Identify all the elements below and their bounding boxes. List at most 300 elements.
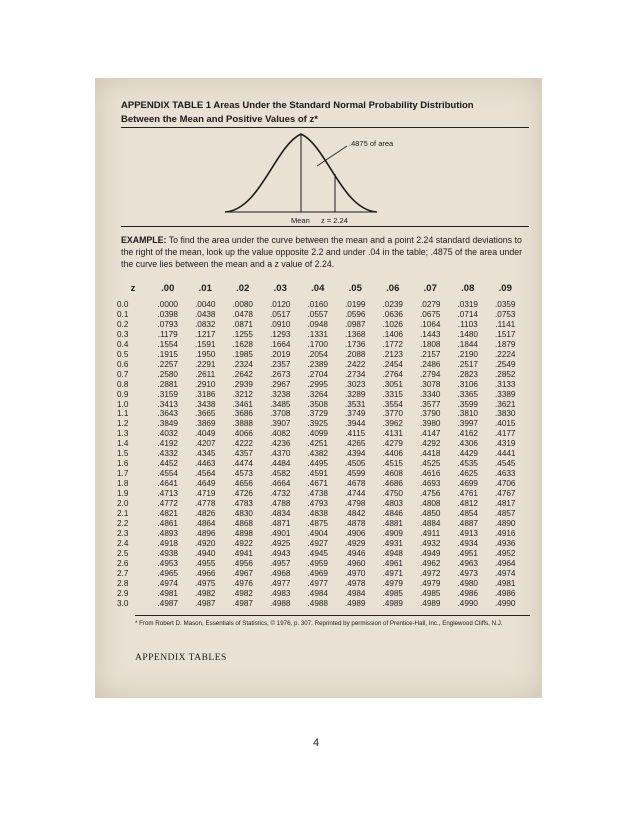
- table-row: [117, 489, 524, 499]
- area-cell: .1985: [232, 349, 253, 359]
- area-cell: .1736: [345, 339, 366, 349]
- area-cell: .4671: [307, 479, 328, 489]
- z-value-cell: 0.0: [117, 300, 129, 309]
- table-row: [117, 340, 524, 350]
- area-cell: .3907: [270, 419, 291, 429]
- area-cell: .3264: [307, 389, 328, 399]
- area-cell: .4989: [382, 598, 403, 608]
- area-cell: .1179: [157, 329, 178, 339]
- table-row: [117, 539, 524, 549]
- area-cell: .0517: [270, 309, 291, 319]
- area-cell: .4978: [345, 578, 366, 588]
- table-row: [117, 419, 524, 429]
- area-cell: .3023: [345, 379, 366, 389]
- area-cell: .4987: [195, 598, 216, 608]
- area-cell: .4599: [345, 469, 366, 479]
- area-cell: .4495: [307, 459, 328, 469]
- area-cell: .2357: [270, 359, 291, 369]
- area-cell: .4938: [157, 548, 178, 558]
- area-cell: .2454: [382, 359, 403, 369]
- table-row: [117, 400, 524, 410]
- area-cell: .0000: [157, 300, 178, 309]
- area-cell: .4887: [457, 518, 478, 528]
- area-cell: .0714: [457, 309, 478, 319]
- area-cell: .2764: [382, 369, 403, 379]
- area-cell: .2673: [270, 369, 291, 379]
- area-cell: .4370: [270, 449, 291, 459]
- z-value-cell: 0.5: [117, 349, 129, 359]
- area-cell: .4953: [157, 558, 178, 568]
- area-cell: .4616: [420, 469, 441, 479]
- area-cell: .3577: [420, 399, 441, 409]
- area-cell: .2704: [307, 369, 328, 379]
- table-row: [117, 559, 524, 569]
- column-header: .06: [386, 283, 400, 294]
- table-row: [117, 380, 524, 390]
- area-cell: .4906: [345, 528, 366, 538]
- area-cell: .4834: [270, 509, 291, 519]
- area-cell: .3531: [345, 399, 366, 409]
- area-cell: .4207: [195, 439, 216, 449]
- area-cell: .3238: [270, 389, 291, 399]
- area-cell: .4929: [345, 538, 366, 548]
- area-cell: .4989: [345, 598, 366, 608]
- area-cell: .4990: [457, 598, 478, 608]
- table-row: [117, 439, 524, 449]
- area-cell: .4484: [270, 459, 291, 469]
- area-cell: .4251: [307, 439, 328, 449]
- area-cell: .0239: [382, 300, 403, 309]
- footer-title: APPENDIX TABLES: [135, 653, 227, 663]
- area-cell: .4977: [307, 578, 328, 588]
- area-cell: .0832: [195, 319, 216, 329]
- area-cell: .4987: [232, 598, 253, 608]
- z-value-cell: 2.6: [117, 558, 129, 568]
- area-cell: .3413: [157, 399, 178, 409]
- area-cell: .0948: [307, 319, 328, 329]
- area-cell: .1700: [307, 339, 328, 349]
- area-cell: .2190: [457, 349, 478, 359]
- area-cell: .0319: [457, 300, 478, 309]
- area-cell: .4591: [307, 469, 328, 479]
- area-cell: .3106: [457, 379, 478, 389]
- area-cell: .4357: [232, 449, 253, 459]
- area-cell: .2549: [495, 359, 516, 369]
- area-cell: .1217: [195, 329, 216, 339]
- area-cell: .4803: [382, 499, 403, 509]
- z-value-cell: 0.1: [117, 309, 129, 319]
- z-value-cell: 2.3: [117, 528, 129, 538]
- area-cell: .4452: [157, 459, 178, 469]
- area-cell: .0987: [345, 319, 366, 329]
- area-cell: .4147: [420, 429, 441, 439]
- area-cell: .4875: [307, 518, 328, 528]
- area-cell: .4965: [157, 568, 178, 578]
- area-cell: .4920: [195, 538, 216, 548]
- area-cell: .3925: [307, 419, 328, 429]
- area-cell: .4988: [270, 598, 291, 608]
- area-cell: .1808: [420, 339, 441, 349]
- area-cell: .4656: [232, 479, 253, 489]
- area-cell: .4871: [270, 518, 291, 528]
- table-row: [117, 589, 524, 599]
- area-cell: .3389: [495, 389, 516, 399]
- area-cell: .1480: [457, 329, 478, 339]
- area-cell: .1772: [382, 339, 403, 349]
- table-row: [117, 529, 524, 539]
- area-cell: .4608: [382, 469, 403, 479]
- area-cell: .3708: [270, 409, 291, 419]
- area-cell: .4952: [495, 548, 516, 558]
- area-cell: .4968: [270, 568, 291, 578]
- area-cell: .4115: [345, 429, 366, 439]
- area-cell: .4633: [495, 469, 516, 479]
- area-cell: .4515: [382, 459, 403, 469]
- area-cell: .4756: [420, 489, 441, 499]
- area-cell: .2580: [157, 369, 178, 379]
- area-cell: .3078: [420, 379, 441, 389]
- area-cell: .4988: [307, 598, 328, 608]
- z-value-cell: 1.6: [117, 459, 129, 469]
- area-cell: .4976: [232, 578, 253, 588]
- table-row: [117, 549, 524, 559]
- area-cell: .4979: [382, 578, 403, 588]
- area-cell: .2157: [420, 349, 441, 359]
- area-cell: .1879: [495, 339, 516, 349]
- area-cell: .4911: [420, 528, 441, 538]
- area-cell: .4868: [232, 518, 253, 528]
- area-cell: .4990: [495, 598, 516, 608]
- column-header: .02: [236, 283, 250, 294]
- area-cell: .4406: [382, 449, 403, 459]
- area-cell: .3997: [457, 419, 478, 429]
- column-header: .04: [311, 283, 325, 294]
- area-cell: .4983: [270, 588, 291, 598]
- area-cell: .4948: [382, 548, 403, 558]
- area-cell: .4793: [307, 499, 328, 509]
- table-row: [117, 320, 524, 330]
- area-cell: .4744: [345, 489, 366, 499]
- area-cell: .4898: [232, 528, 253, 538]
- area-cell: .2852: [495, 369, 516, 379]
- table-row: [117, 429, 524, 439]
- area-cell: .4927: [307, 538, 328, 548]
- z-table: [117, 283, 524, 609]
- z-value-cell: 3.0: [117, 598, 129, 608]
- area-cell: .4881: [382, 518, 403, 528]
- area-cell: .0279: [420, 300, 441, 309]
- area-cell: .2995: [307, 379, 328, 389]
- area-cell: .4861: [157, 518, 178, 528]
- area-cell: .4984: [345, 588, 366, 598]
- area-cell: .4932: [420, 538, 441, 548]
- example-paragraph: [121, 234, 533, 270]
- area-cell: .4345: [195, 449, 216, 459]
- table-row: [117, 390, 524, 400]
- area-cell: .4192: [157, 439, 178, 449]
- normal-curve-figure: [95, 126, 542, 226]
- table-row: [117, 469, 524, 479]
- table-row: [117, 370, 524, 380]
- area-cell: .2967: [270, 379, 291, 389]
- area-cell: .4846: [382, 509, 403, 519]
- area-cell: .3729: [307, 409, 328, 419]
- area-cell: .4535: [457, 459, 478, 469]
- area-cell: .4236: [270, 439, 291, 449]
- area-cell: .0753: [495, 309, 516, 319]
- footnote-rule: [135, 615, 530, 616]
- area-cell: .2794: [420, 369, 441, 379]
- area-cell: .4049: [195, 429, 216, 439]
- area-cell: .4838: [307, 509, 328, 519]
- area-cell: .4463: [195, 459, 216, 469]
- area-cell: .4750: [382, 489, 403, 499]
- area-cell: .4975: [195, 578, 216, 588]
- z-value-cell: 2.9: [117, 588, 129, 598]
- area-cell: .2517: [457, 359, 478, 369]
- area-cell: .4664: [270, 479, 291, 489]
- area-cell: .2257: [157, 359, 178, 369]
- area-cell: .4382: [307, 449, 328, 459]
- area-cell: .3643: [157, 409, 178, 419]
- table-row: [117, 519, 524, 529]
- area-cell: .4974: [157, 578, 178, 588]
- area-cell: .4936: [495, 538, 516, 548]
- area-cell: .4015: [495, 419, 516, 429]
- area-cell: .2734: [345, 369, 366, 379]
- area-cell: .1443: [420, 329, 441, 339]
- area-cell: .4943: [270, 548, 291, 558]
- z-value-cell: 1.2: [117, 419, 129, 429]
- area-cell: .3621: [495, 399, 516, 409]
- area-cell: .4970: [345, 568, 366, 578]
- table-row: [117, 330, 524, 340]
- z-table-body: [117, 300, 524, 609]
- area-cell: .4131: [382, 429, 403, 439]
- z-value-cell: 1.3: [117, 429, 129, 439]
- area-cell: .4706: [495, 479, 516, 489]
- table-title: APPENDIX TABLE 1 Areas Under the Standard Normal Probability Distribution: [121, 100, 474, 111]
- z-value-cell: 2.4: [117, 538, 129, 548]
- area-cell: .0398: [157, 309, 178, 319]
- table-row: [117, 300, 524, 310]
- area-cell: .2123: [382, 349, 403, 359]
- table-row: [117, 310, 524, 320]
- area-cell: .4974: [495, 568, 516, 578]
- area-cell: .1664: [270, 339, 291, 349]
- area-cell: .4699: [457, 479, 478, 489]
- area-cell: .1141: [495, 319, 516, 329]
- z-value-cell: 0.8: [117, 379, 129, 389]
- area-cell: .4678: [345, 479, 366, 489]
- area-cell: .4418: [420, 449, 441, 459]
- area-cell: .4934: [457, 538, 478, 548]
- area-cell: .2389: [307, 359, 328, 369]
- table-row: [117, 449, 524, 459]
- area-cell: .1517: [495, 329, 516, 339]
- area-cell: .0438: [195, 309, 216, 319]
- area-cell: .3770: [382, 409, 403, 419]
- area-cell: .2422: [345, 359, 366, 369]
- area-cell: .2291: [195, 359, 216, 369]
- area-cell: .4884: [420, 518, 441, 528]
- area-cell: .4971: [382, 568, 403, 578]
- table-row: [117, 509, 524, 519]
- area-cell: .3340: [420, 389, 441, 399]
- column-header: .03: [273, 283, 287, 294]
- z-value-cell: 1.5: [117, 449, 129, 459]
- area-cell: .0557: [307, 309, 328, 319]
- column-header: .00: [161, 283, 175, 294]
- area-cell: .2486: [420, 359, 441, 369]
- column-header: .01: [198, 283, 212, 294]
- area-cell: .4913: [457, 528, 478, 538]
- area-cell: .4957: [270, 558, 291, 568]
- area-cell: .4798: [345, 499, 366, 509]
- area-cell: .0359: [495, 300, 516, 309]
- area-cell: .4982: [232, 588, 253, 598]
- z-table-header: [117, 283, 524, 294]
- area-cell: .0636: [382, 309, 403, 319]
- area-cell: .4222: [232, 439, 253, 449]
- area-cell: .4982: [195, 588, 216, 598]
- column-header: .09: [498, 283, 512, 294]
- example-text: To find the area under the curve between the mean and a point 2.24 standard deviations to the right of the mean, look up the value opposite 2.2 and under .04 in the table; .4875 of the area under the curve lies between the mean and a z value of 2.24.: [121, 235, 523, 269]
- table-row: [117, 409, 524, 419]
- area-cell: .4985: [420, 588, 441, 598]
- area-cell: .4989: [420, 598, 441, 608]
- area-cell: .2611: [195, 369, 216, 379]
- area-cell: .3554: [382, 399, 403, 409]
- area-cell: .2823: [457, 369, 478, 379]
- z-value-cell: 0.6: [117, 359, 129, 369]
- area-cell: .3186: [195, 389, 216, 399]
- area-cell: .3508: [307, 399, 328, 409]
- area-cell: .4967: [232, 568, 253, 578]
- area-cell: .3365: [457, 389, 478, 399]
- z-value-cell: 0.4: [117, 339, 129, 349]
- z-value-cell: 2.2: [117, 518, 129, 528]
- z-value-cell: 1.0: [117, 399, 129, 409]
- z-value-cell: 1.4: [117, 439, 129, 449]
- area-cell: .3869: [195, 419, 216, 429]
- table-row: [117, 479, 524, 489]
- area-cell: .4987: [157, 598, 178, 608]
- area-cell: .4783: [232, 499, 253, 509]
- column-header: .08: [461, 283, 475, 294]
- area-cell: .4854: [457, 509, 478, 519]
- area-cell: .0040: [195, 300, 216, 309]
- area-cell: .4162: [457, 429, 478, 439]
- z-value-cell: 0.2: [117, 319, 129, 329]
- area-cell: .4969: [307, 568, 328, 578]
- area-cell: .0596: [345, 309, 366, 319]
- z-value-cell: 2.7: [117, 568, 129, 578]
- area-cell: .4772: [157, 499, 178, 509]
- area-cell: .4821: [157, 509, 178, 519]
- area-cell: .4961: [382, 558, 403, 568]
- z-value-cell: 0.3: [117, 329, 129, 339]
- area-cell: .1844: [457, 339, 478, 349]
- area-cell: .3289: [345, 389, 366, 399]
- z-value-cell: 0.9: [117, 389, 129, 399]
- area-cell: .1406: [382, 329, 403, 339]
- area-cell: .4956: [232, 558, 253, 568]
- area-cell: .2054: [307, 349, 328, 359]
- area-cell: .3749: [345, 409, 366, 419]
- area-cell: .1915: [157, 349, 178, 359]
- area-cell: .1950: [195, 349, 216, 359]
- area-cell: .4808: [420, 499, 441, 509]
- area-cell: .4963: [457, 558, 478, 568]
- z-value-cell: 1.8: [117, 479, 129, 489]
- area-cell: .4641: [157, 479, 178, 489]
- figure-rule: [121, 226, 529, 227]
- area-cell: .4946: [345, 548, 366, 558]
- area-cell: .4279: [382, 439, 403, 449]
- area-cell: .4909: [382, 528, 403, 538]
- table-row: [117, 459, 524, 469]
- area-cell: .4817: [495, 499, 516, 509]
- area-cell: .4564: [195, 469, 216, 479]
- area-cell: .4778: [195, 499, 216, 509]
- area-cell: .4082: [270, 429, 291, 439]
- area-cell: .0871: [232, 319, 253, 329]
- z-label: z = 2.24: [321, 216, 348, 225]
- area-cell: .4319: [495, 439, 516, 449]
- area-cell: .4177: [495, 429, 516, 439]
- z-value-cell: 1.1: [117, 409, 129, 419]
- area-cell: .4713: [157, 489, 178, 499]
- area-cell: .2939: [232, 379, 253, 389]
- area-cell: .2910: [195, 379, 216, 389]
- area-cell: .4979: [420, 578, 441, 588]
- area-cell: .4901: [270, 528, 291, 538]
- area-cell: .3133: [495, 379, 516, 389]
- area-cell: .4960: [345, 558, 366, 568]
- z-value-cell: 2.8: [117, 578, 129, 588]
- area-cell: .3962: [382, 419, 403, 429]
- area-cell: .4941: [232, 548, 253, 558]
- area-cell: .4686: [382, 479, 403, 489]
- area-cell: .4951: [457, 548, 478, 558]
- area-cell: .4767: [495, 489, 516, 499]
- area-cell: .4955: [195, 558, 216, 568]
- area-cell: .4306: [457, 439, 478, 449]
- area-cell: .1293: [270, 329, 291, 339]
- area-cell: .4693: [420, 479, 441, 489]
- area-cell: .4738: [307, 489, 328, 499]
- book-page-photo: [95, 78, 542, 698]
- area-cell: .4812: [457, 499, 478, 509]
- area-cell: .3980: [420, 419, 441, 429]
- area-cell: .0910: [270, 319, 291, 329]
- area-cell: .4940: [195, 548, 216, 558]
- area-cell: .3438: [195, 399, 216, 409]
- area-cell: .4788: [270, 499, 291, 509]
- area-cell: .4985: [382, 588, 403, 598]
- area-cell: .3665: [195, 409, 216, 419]
- area-cell: .4962: [420, 558, 441, 568]
- z-value-cell: 2.0: [117, 499, 129, 509]
- table-row: [117, 350, 524, 360]
- table-row: [117, 599, 524, 609]
- area-cell: .4573: [232, 469, 253, 479]
- area-cell: .4066: [232, 429, 253, 439]
- column-header: .05: [348, 283, 362, 294]
- z-value-cell: 0.7: [117, 369, 129, 379]
- area-cell: .4032: [157, 429, 178, 439]
